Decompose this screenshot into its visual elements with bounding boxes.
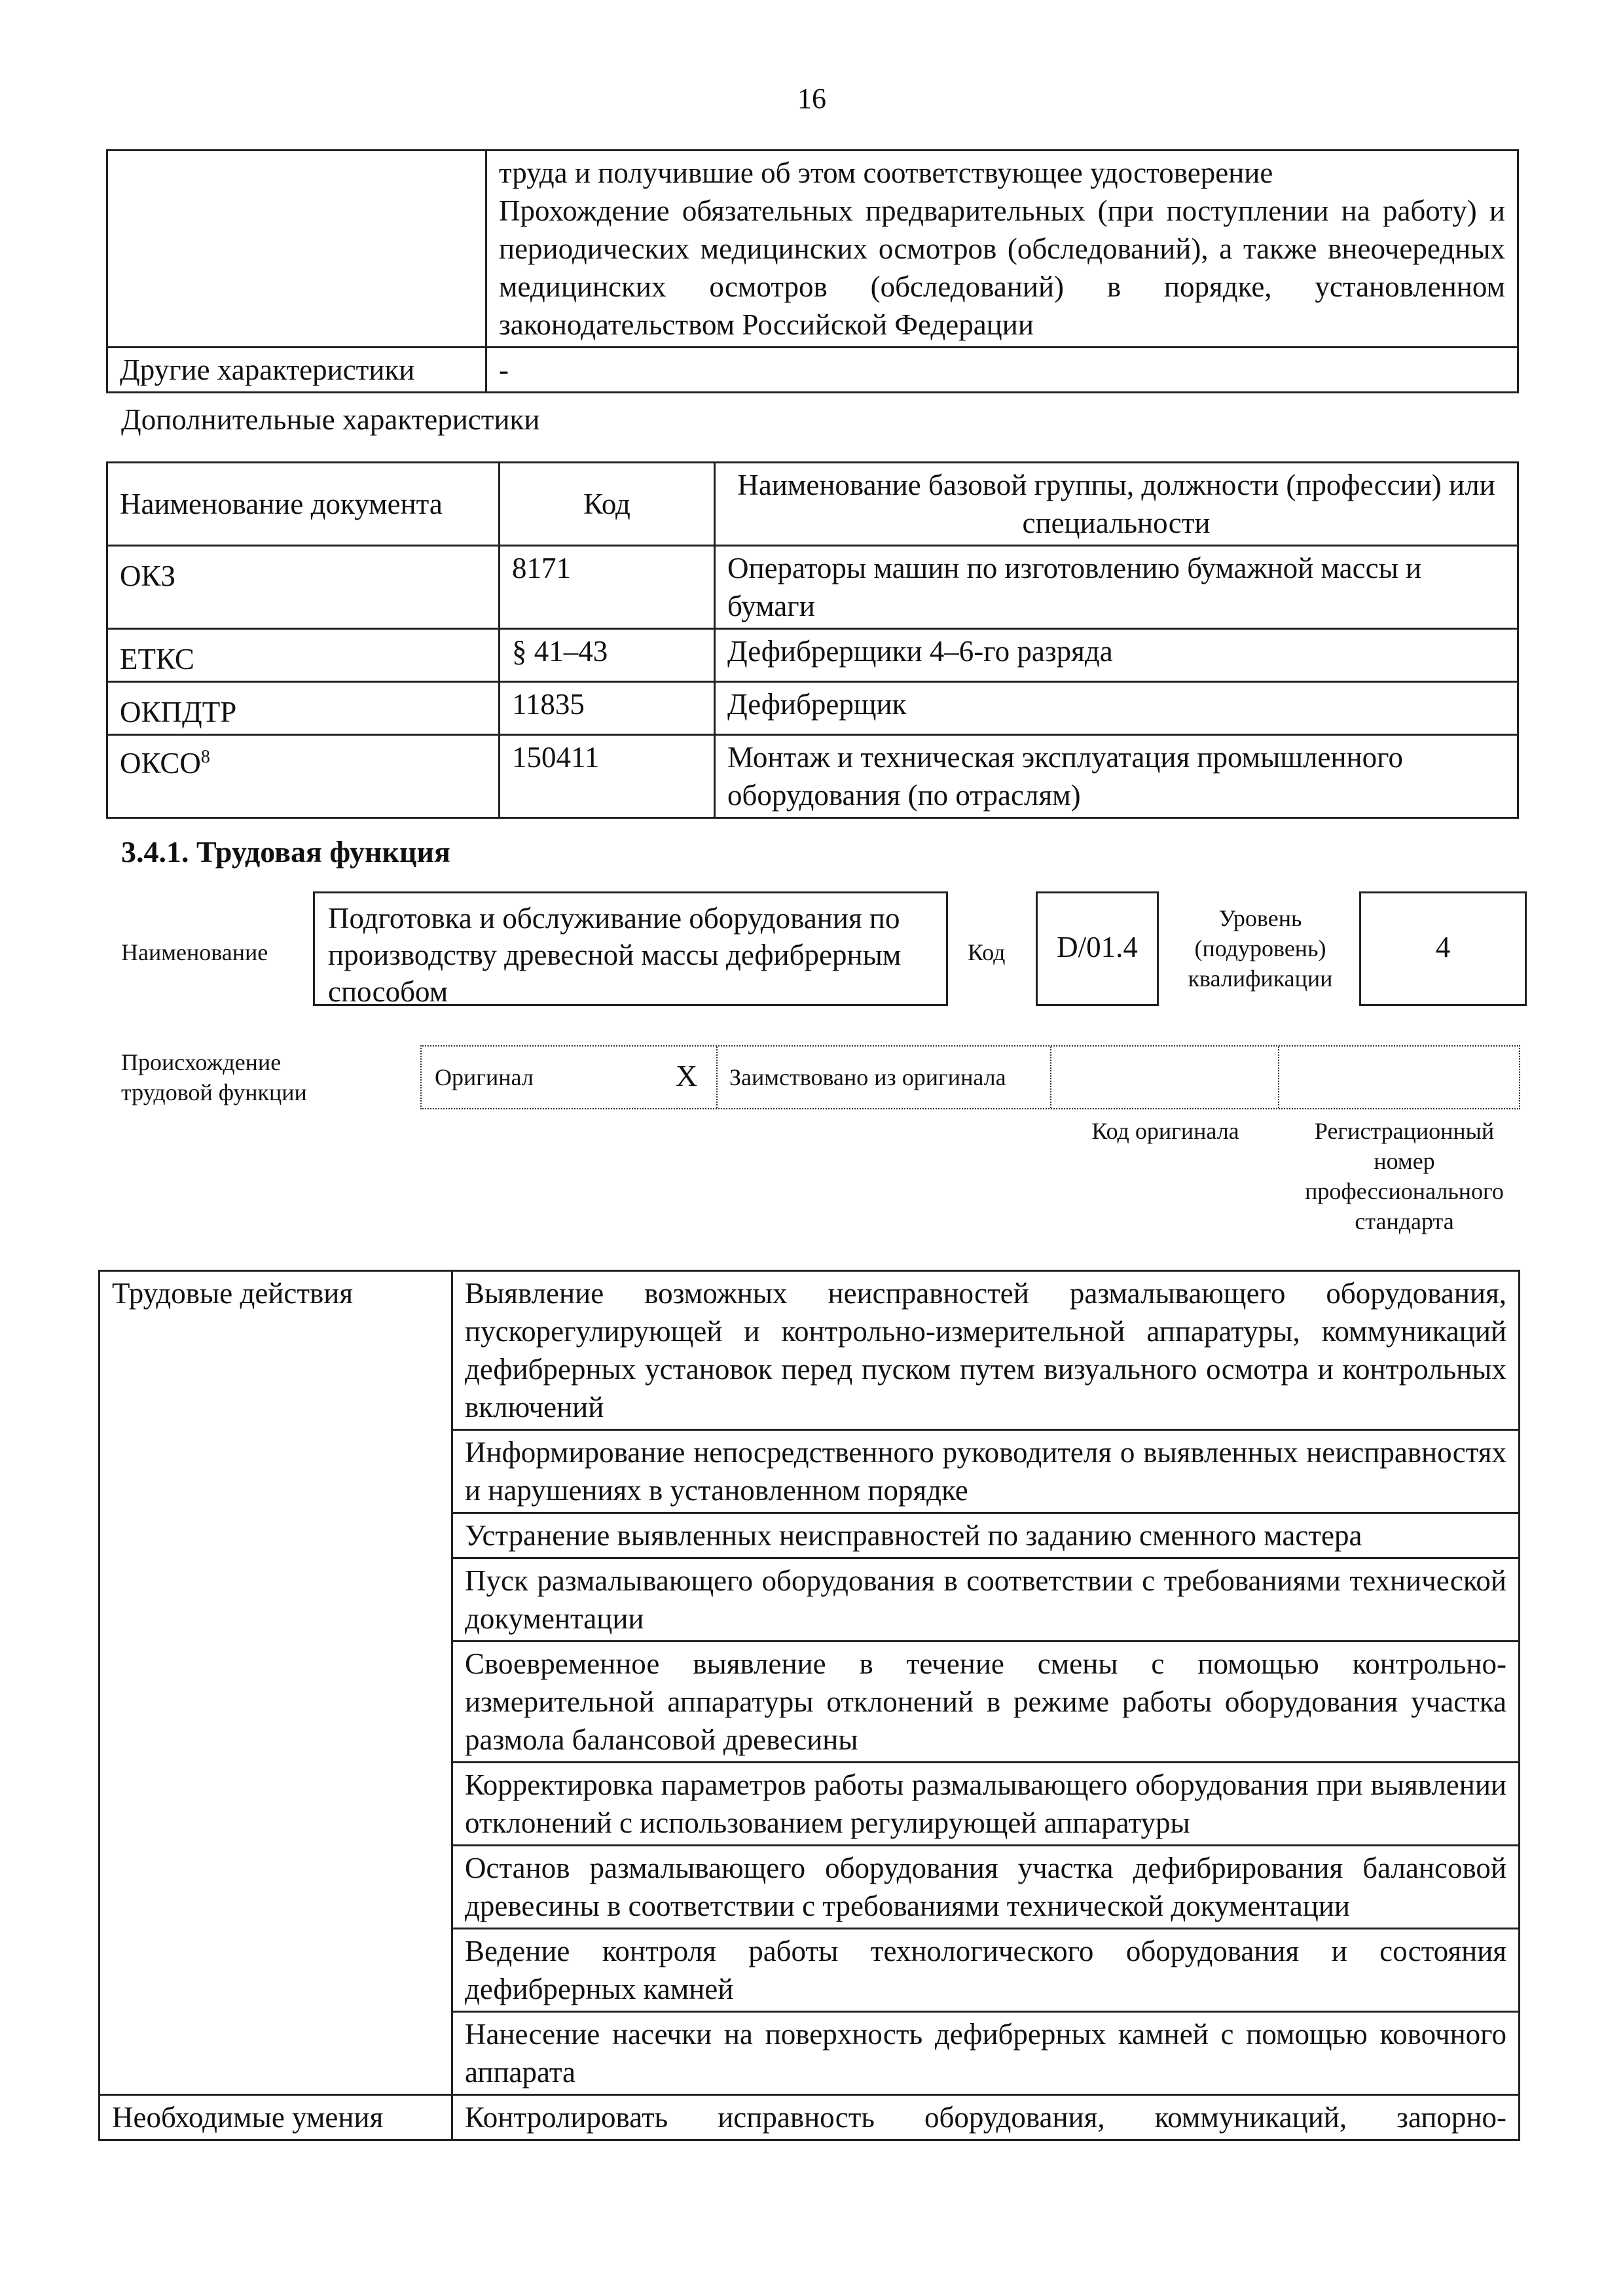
table-row: [107, 546, 1518, 629]
table-row: [107, 629, 1518, 682]
function-name-value: Подготовка и обслуживание оборудования по производству древесной массы дефибрерным способом: [328, 902, 902, 1008]
origin-divider: [1050, 1047, 1051, 1108]
doc-name: ОКЗ: [107, 546, 500, 629]
qualification-level-box: [1359, 891, 1527, 1006]
function-heading: 3.4.1. Трудовая функция: [121, 835, 450, 869]
function-name-label: Наименование: [121, 939, 268, 965]
skill-item: Контролировать исправность оборудования, коммуникаций, запорно-: [452, 2095, 1520, 2140]
page-number: 16: [797, 82, 826, 115]
origin-original: Оригинал: [435, 1064, 534, 1090]
qualification-level-label: Уровень (подуровень) квалификации: [1188, 905, 1333, 992]
doc-group: Дефибрерщик: [715, 682, 1518, 735]
additional-table: [106, 461, 1519, 819]
function-code-label: Код: [968, 939, 1006, 965]
doc-code: 150411: [500, 735, 715, 818]
doc-name: ОКПДТР: [107, 682, 500, 735]
doc-name: ОКСО$^8$: [107, 735, 500, 818]
table-row: [107, 682, 1518, 735]
registration-number-caption: Регистрационный номер профессионального стандарта: [1305, 1118, 1504, 1234]
table-row: [100, 1271, 1520, 1430]
table-row: [107, 735, 1518, 818]
header-group: Наименование базовой группы, должности (профессии) или специальности: [715, 463, 1518, 546]
doc-code: § 41–43: [500, 629, 715, 682]
qualification-level-value: 4: [1435, 931, 1451, 963]
origin-borrowed: Заимствовано из оригинала: [729, 1064, 1006, 1090]
requirements-line: труда и получившие об этом соответствующее удостоверение: [499, 156, 1273, 189]
action-item: Останов размалывающего оборудования участка дефибрирования балансовой древесины в соответствии с требованиями технической документации: [452, 1846, 1520, 1929]
origin-label: Происхождение трудовой функции: [121, 1049, 307, 1105]
doc-code: 11835: [500, 682, 715, 735]
action-item: Корректировка параметров работы размалывающего оборудования при выявлении отклонений с использованием регулирующей аппаратуры: [452, 1763, 1520, 1846]
actions-table: [98, 1270, 1520, 2141]
requirements-label-cell: [107, 151, 486, 348]
requirements-line: Прохождение обязательных предварительных (при поступлении на работу) и периодических медицинских осмотров (обследований), а также внеочередных медицинских осмотров (обследований) в порядке, установленном законодательством Российской Федерации: [499, 194, 1505, 341]
actions-label: Трудовые действия: [100, 1271, 452, 2095]
function-name-box: [313, 891, 948, 1006]
table-row: [100, 2095, 1520, 2140]
doc-code: 8171: [500, 546, 715, 629]
origin-row: [420, 1045, 1520, 1109]
origin-divider: [1278, 1047, 1279, 1108]
original-code-caption: Код оригинала: [1091, 1118, 1239, 1144]
requirements-table: [106, 149, 1519, 393]
skills-label: Необходимые умения: [100, 2095, 452, 2140]
action-item: Своевременное выявление в течение смены с помощью контрольно-измерительной аппаратуры отклонений в режиме работы оборудования участка размола балансовой древесины: [452, 1641, 1520, 1763]
action-item: Пуск размалывающего оборудования в соответствии с требованиями технической документации: [452, 1558, 1520, 1641]
doc-group: Операторы машин по изготовлению бумажной массы и бумаги: [715, 546, 1518, 629]
origin-divider: [716, 1047, 718, 1108]
origin-mark: X: [676, 1059, 698, 1092]
action-item: Нанесение насечки на поверхность дефибрерных камней с помощью ковочного аппарата: [452, 2012, 1520, 2095]
requirements-cell: [486, 151, 1518, 348]
action-item: Устранение выявленных неисправностей по заданию сменного мастера: [452, 1513, 1520, 1558]
other-characteristics-value: -: [486, 348, 1518, 393]
header-code: Код: [500, 463, 715, 546]
action-item: Ведение контроля работы технологического оборудования и состояния дефибрерных камней: [452, 1929, 1520, 2012]
action-item: Выявление возможных неисправностей размалывающего оборудования, пускорегулирующей и контрольно-измерительной аппаратуры, коммуникаций дефибрерных установок перед пуском путем визуального осмотра и контрольных включений: [452, 1271, 1520, 1430]
function-code-value: D/01.4: [1057, 931, 1138, 963]
additional-heading: Дополнительные характеристики: [121, 403, 540, 436]
other-characteristics-label: Другие характеристики: [107, 348, 486, 393]
doc-group: Монтаж и техническая эксплуатация промышленного оборудования (по отраслям): [715, 735, 1518, 818]
doc-name: ЕТКС: [107, 629, 500, 682]
doc-group: Дефибрерщики 4–6-го разряда: [715, 629, 1518, 682]
action-item: Информирование непосредственного руководителя о выявленных неисправностях и нарушениях в установленном порядке: [452, 1430, 1520, 1513]
function-code-box: [1036, 891, 1159, 1006]
header-document: Наименование документа: [107, 463, 500, 546]
